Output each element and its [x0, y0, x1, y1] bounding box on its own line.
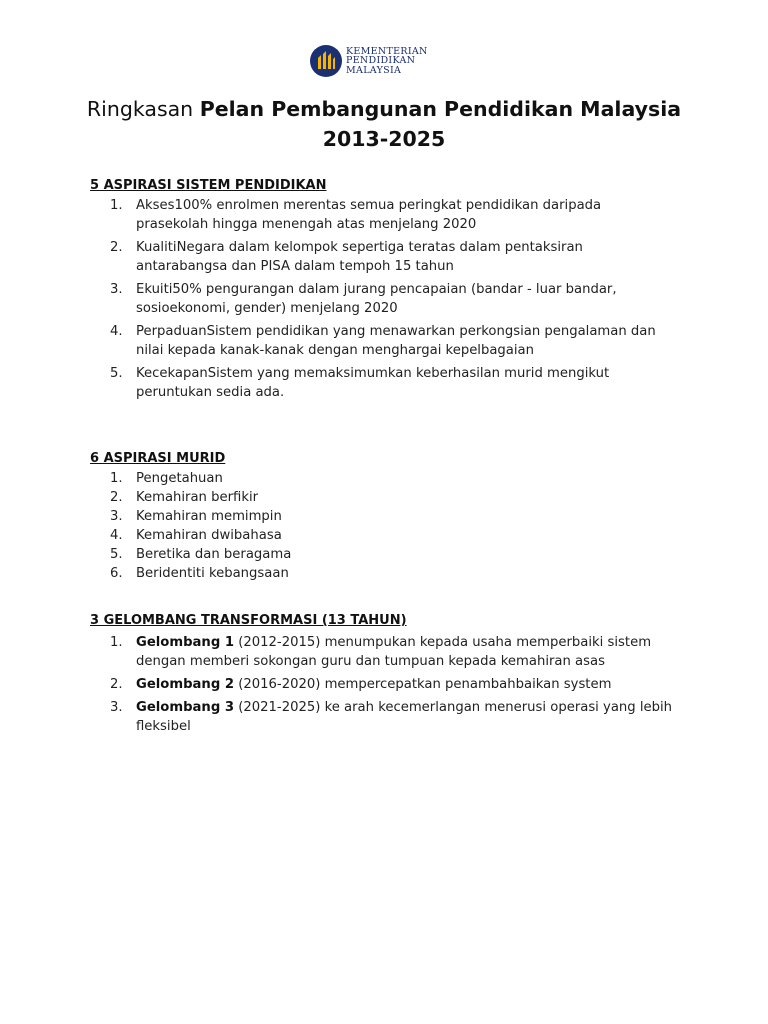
list-item-bold-label: Gelombang 2 [136, 677, 235, 692]
list-item-text: Kemahiran berfikir [136, 490, 259, 505]
list-item [0, 564, 676, 583]
list-item-text: PerpaduanSistem pendidikan yang menawarkan perkongsian pengalaman dan nilai kepada kanak-kanak dengan menghargai kepelbagaian [136, 324, 656, 358]
title-main: Pelan Pembangunan Pendidikan Malaysia [199, 97, 682, 121]
ministry-logo [309, 44, 428, 78]
list-item-number: 3. [110, 282, 123, 297]
section-heading-aspirasi-murid: 6 ASPIRASI MURID [90, 451, 226, 466]
list-item-number: 4. [110, 324, 123, 339]
list-item [0, 545, 676, 564]
list-item-text: Kemahiran dwibahasa [136, 528, 282, 543]
ministry-emblem-icon [309, 44, 343, 78]
logo-line-1: KEMENTERIAN [346, 45, 428, 57]
list-item-number: 5. [110, 547, 123, 562]
logo-wordmark [346, 47, 428, 76]
list-item-text: (2012-2015) menumpukan kepada usaha memperbaiki sistem dengan memberi sokongan guru dan tumpuan kepada kemahiran asas [136, 635, 652, 669]
list-item [0, 364, 676, 402]
section-heading-aspirasi-sistem: 5 ASPIRASI SISTEM PENDIDIKAN [90, 178, 327, 193]
list-item-bold-label: Gelombang 3 [136, 700, 235, 715]
title-prefix: Ringkasan [86, 97, 194, 121]
list-item [0, 507, 676, 526]
list-item-number: 2. [110, 490, 123, 505]
list-item [0, 469, 676, 488]
aspirasi-murid-list [0, 469, 676, 583]
aspirasi-sistem-list [0, 196, 676, 406]
logo-line-3: MALAYSIA [346, 64, 402, 76]
list-item [0, 526, 676, 545]
gelombang-list [0, 633, 676, 740]
list-item-text: Akses100% enrolmen merentas semua peringkat pendidikan daripada prasekolah hingga menengah atas menjelang 2020 [136, 198, 602, 232]
list-item-number: 5. [110, 366, 123, 381]
list-item-number: 2. [110, 240, 123, 255]
list-item-text: (2016-2020) mempercepatkan penambahbaikan system [234, 677, 612, 692]
list-item-number: 4. [110, 528, 123, 543]
list-item-text: Beretika dan beragama [136, 547, 292, 562]
list-item-text: Kemahiran memimpin [136, 509, 282, 524]
list-item-number: 2. [110, 677, 123, 692]
list-item-text: KualitiNegara dalam kelompok sepertiga teratas dalam pentaksiran antarabangsa dan PISA dalam tempoh 15 tahun [136, 240, 583, 274]
list-item [0, 698, 676, 736]
list-item [0, 196, 676, 234]
list-item-text: KecekapanSistem yang memaksimumkan keberhasilan murid mengikut peruntukan sedia ada. [136, 366, 610, 400]
list-item-number: 1. [110, 635, 123, 650]
list-item-text: Pengetahuan [136, 471, 223, 486]
title-years: 2013-2025 [322, 127, 446, 151]
list-item [0, 322, 676, 360]
list-item [0, 280, 676, 318]
list-item-text: Beridentiti kebangsaan [136, 566, 289, 581]
section-heading-gelombang: 3 GELOMBANG TRANSFORMASI (13 TAHUN) [90, 613, 407, 628]
list-item [0, 633, 676, 671]
list-item-number: 6. [110, 566, 123, 581]
list-item [0, 675, 676, 694]
list-item-text: Ekuiti50% pengurangan dalam jurang pencapaian (bandar - luar bandar, sosioekonomi, gender) menjelang 2020 [136, 282, 617, 316]
list-item-bold-label: Gelombang 1 [136, 635, 235, 650]
list-item-number: 1. [110, 471, 123, 486]
list-item-number: 3. [110, 700, 123, 715]
list-item-text: (2021-2025) ke arah kecemerlangan menerusi operasi yang lebih fleksibel [136, 700, 673, 734]
logo-line-2: PENDIDIKAN [346, 55, 416, 67]
list-item-number: 1. [110, 198, 123, 213]
list-item [0, 488, 676, 507]
list-item [0, 238, 676, 276]
list-item-number: 3. [110, 509, 123, 524]
document-title [0, 94, 768, 154]
